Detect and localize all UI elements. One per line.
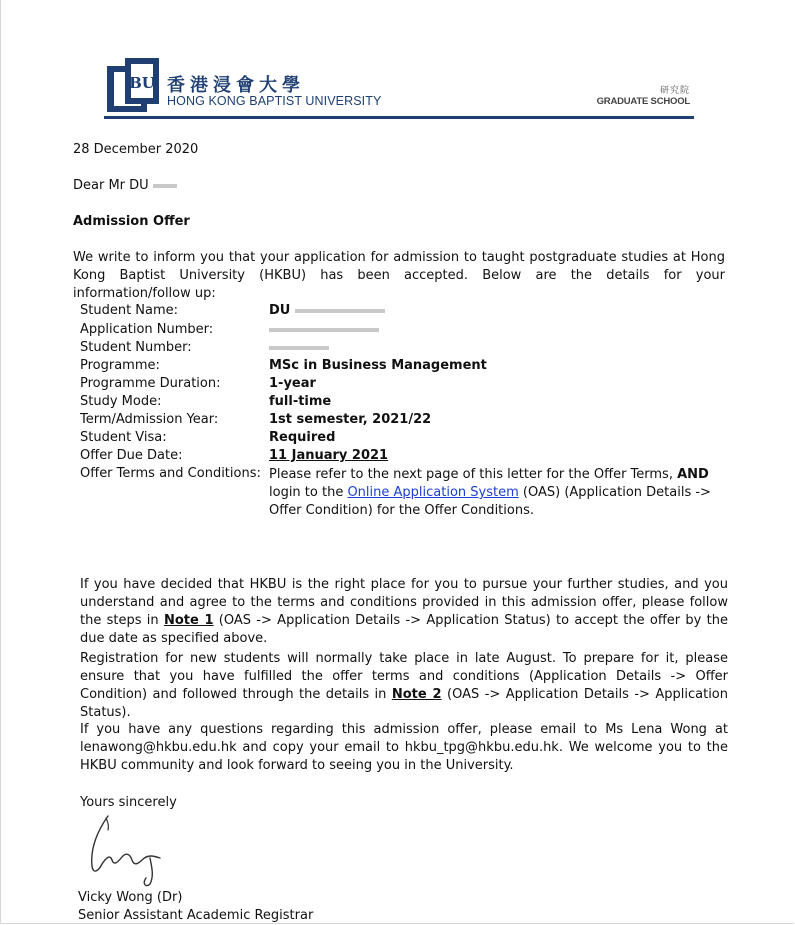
university-name-en: HONG KONG BAPTIST UNIVERSITY bbox=[167, 94, 382, 108]
handwritten-signature bbox=[84, 812, 174, 890]
letter-date: 28 December 2020 bbox=[73, 142, 199, 157]
redacted-name bbox=[295, 309, 385, 313]
intro-paragraph: We write to inform you that your application for admission to taught postgraduate studies at Hong Kong Baptist University (HKBU) has been accepted. Below are the details for your information/follow up: bbox=[73, 250, 725, 301]
questions-paragraph: If you have any questions regarding this admission offer, please email to Ms Lena Wong at lenawong@hkbu.edu.hk and copy your email to hkbu_tpg@hkbu.edu.hk. We welcome you to the HKBU community and look forward to seeing you in the University. bbox=[80, 722, 728, 773]
detail-value bbox=[269, 303, 385, 318]
terms-text-part: login to the bbox=[269, 485, 348, 500]
detail-study-mode bbox=[80, 394, 730, 412]
terms-text-part: (OAS) (Application Details -> Offer Condition) for the Offer Conditions. bbox=[269, 485, 711, 518]
university-name-zh: 香港浸會大學 bbox=[167, 75, 305, 96]
letter-heading: Admission Offer bbox=[73, 214, 190, 229]
detail-value-redacted bbox=[269, 322, 379, 337]
redacted-name bbox=[153, 184, 177, 188]
detail-visa bbox=[80, 430, 730, 448]
para-text: Registration for new students will normally take place in late August. To prepare for it, please ensure that you have fulfilled the offer terms and conditions (Application Details -> Offer Condition) and followed through the details in bbox=[80, 651, 728, 702]
para-text: (OAS -> Application Details -> Application Status). bbox=[80, 687, 728, 720]
hkbu-logo bbox=[107, 58, 161, 114]
detail-student-name bbox=[80, 303, 730, 321]
detail-label: Study Mode: bbox=[80, 394, 162, 409]
redacted-number bbox=[269, 328, 379, 332]
graduate-school-zh: 研究院 bbox=[659, 86, 690, 96]
letterhead bbox=[104, 58, 694, 120]
note-2-ref: Note 2 bbox=[391, 687, 442, 702]
sign-off: Yours sincerely bbox=[80, 795, 177, 810]
terms-and: AND bbox=[677, 467, 709, 482]
para-text: (OAS -> Application Details -> Application Status) to accept the offer by the due date as specified above. bbox=[80, 613, 728, 646]
detail-terms bbox=[80, 466, 730, 522]
signer-title: Senior Assistant Academic Registrar bbox=[78, 908, 314, 923]
detail-student-number bbox=[80, 340, 730, 358]
salutation bbox=[73, 177, 177, 195]
detail-value: 1st semester, 2021/22 bbox=[269, 412, 432, 427]
detail-value: full-time bbox=[269, 394, 332, 409]
detail-label: Offer Terms and Conditions: bbox=[80, 466, 261, 481]
detail-due-date bbox=[80, 448, 730, 466]
detail-value: 11 January 2021 bbox=[269, 448, 389, 463]
detail-label: Offer Due Date: bbox=[80, 448, 183, 463]
salutation-text: Dear Mr DU bbox=[73, 178, 149, 193]
detail-term bbox=[80, 412, 730, 430]
terms-text bbox=[269, 466, 727, 520]
detail-value: MSc in Business Management bbox=[269, 358, 487, 373]
note-1-ref: Note 1 bbox=[163, 613, 214, 628]
detail-label: Term/Admission Year: bbox=[80, 412, 219, 427]
terms-text-part: Please refer to the next page of this letter for the Offer Terms, bbox=[269, 467, 678, 482]
detail-value: Required bbox=[269, 430, 336, 445]
detail-label: Student Visa: bbox=[80, 430, 167, 445]
detail-value-redacted bbox=[269, 340, 329, 355]
detail-application-number bbox=[80, 322, 730, 340]
detail-label: Programme Duration: bbox=[80, 376, 221, 391]
detail-programme bbox=[80, 358, 730, 376]
registration-paragraph bbox=[80, 650, 728, 722]
detail-duration bbox=[80, 376, 730, 394]
detail-label: Programme: bbox=[80, 358, 160, 373]
graduate-school-en: GRADUATE SCHOOL bbox=[596, 96, 690, 107]
oas-link[interactable]: Online Application System bbox=[347, 485, 519, 500]
detail-label: Student Number: bbox=[80, 340, 192, 355]
accept-paragraph bbox=[80, 576, 728, 648]
detail-value: 1-year bbox=[269, 376, 316, 391]
logo-text: BU bbox=[129, 74, 155, 92]
para-text: If you have decided that HKBU is the right place for you to pursue your further studies, and you understand and agree to the terms and conditions provided in this admission offer, please follow the steps in bbox=[80, 577, 728, 628]
signer-name: Vicky Wong (Dr) bbox=[78, 890, 183, 905]
letterhead-rule bbox=[104, 116, 694, 119]
detail-label: Student Name: bbox=[80, 303, 179, 318]
student-name-value: DU bbox=[269, 303, 291, 318]
redacted-number bbox=[269, 346, 329, 350]
detail-label: Application Number: bbox=[80, 322, 214, 337]
